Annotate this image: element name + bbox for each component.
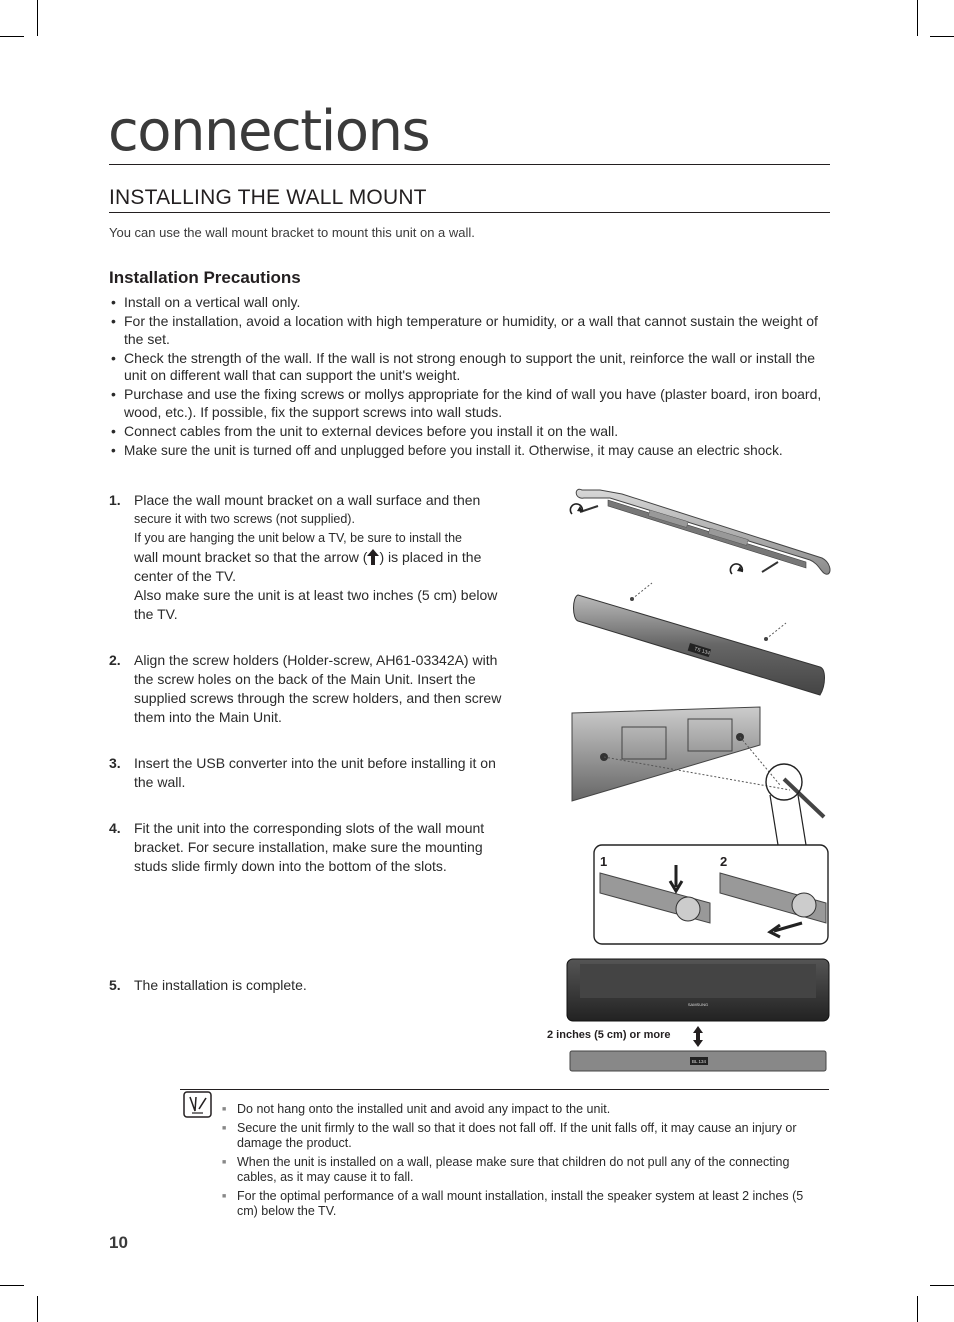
step-text: Also make sure the unit is at least two inches (5 cm) below the TV.: [134, 587, 498, 622]
crop-mark: [0, 36, 24, 37]
crop-mark: [0, 1285, 24, 1286]
tv-and-soundbar-illustration: [566, 958, 830, 1074]
step-4: [109, 819, 519, 876]
soundbar-front-illustration: [570, 575, 832, 700]
page-number: 10: [109, 1233, 128, 1252]
precaution-item: • Purchase and use the fixing screws or mollys appropriate for the kind of wall you have (plaster board, iron board, wood, etc.). If possible, fix the support screws into wall studs.: [109, 386, 834, 421]
precaution-item: • For the installation, avoid a location with high temperature or humidity, or a wall that cannot sustain the weight of the set.: [109, 313, 834, 348]
crop-mark: [917, 0, 918, 36]
step-5: [109, 976, 519, 995]
step-number: 2.: [109, 652, 121, 668]
step-text: Align the screw holders (Holder-screw, AH61-03342A) with the screw holes on the back of the Main Unit. Insert the supplied screws through the screw holders, and then screw them into the Main Unit.: [134, 652, 502, 725]
step-text: The installation is complete.: [134, 977, 307, 993]
note-icon: [183, 1091, 212, 1118]
crop-mark: [930, 36, 954, 37]
crop-mark: [37, 0, 38, 36]
step-text: secure it with two screws (not supplied).: [134, 512, 355, 526]
display-readout: TS 134: [693, 646, 711, 657]
note-item: ■ For the optimal performance of a wall mount installation, install the speaker system at least 2 inches (5 cm) below the TV.: [222, 1189, 822, 1220]
double-arrow-icon: [693, 1026, 703, 1047]
precaution-item: • Make sure the unit is turned off and unplugged before you install it. Otherwise, it may cause an electric shock.: [109, 442, 834, 460]
step-2: [109, 651, 519, 727]
step-3: [109, 754, 519, 792]
precaution-item: • Connect cables from the unit to external devices before you install it on the wall.: [109, 423, 834, 441]
note-item: ■ Secure the unit firmly to the wall so that it does not fall off. If the unit falls off, it may cause an injury or damage the product.: [222, 1121, 822, 1152]
step-text: [134, 548, 519, 586]
tv-brand-label: SAMSUNG: [687, 1002, 709, 1007]
step-number: 1.: [109, 492, 121, 508]
note-item: ■ When the unit is installed on a wall, please make sure that children do not pull any of the connecting cables, as it may cause it to fall.: [222, 1155, 822, 1186]
precautions-list: [109, 294, 834, 461]
display-readout: BL 134: [691, 1059, 707, 1064]
chapter-title: connections: [108, 99, 430, 164]
section-divider: [109, 212, 830, 213]
intro-text: You can use the wall mount bracket to mount this unit on a wall.: [109, 225, 475, 240]
chapter-divider: [109, 164, 830, 165]
wall-bracket-illustration: [560, 478, 840, 588]
detail-label-2: 2: [720, 854, 728, 869]
step-text-part: ) is placed in the center of the TV.: [134, 549, 482, 584]
step-text: If you are hanging the unit below a TV, be sure to install the: [134, 531, 462, 545]
step-text-part: wall mount bracket so that the arrow (: [134, 549, 368, 565]
step-number: 5.: [109, 977, 121, 993]
soundbar-back-illustration: [570, 705, 832, 950]
distance-label: 2 inches (5 cm) or more: [547, 1029, 671, 1041]
precaution-item: • Install on a vertical wall only.: [109, 294, 834, 312]
step-number: 4.: [109, 820, 121, 836]
notes-divider: [180, 1089, 829, 1090]
up-arrow-icon: [367, 549, 379, 565]
step-text: Insert the USB converter into the unit before installing it on the wall.: [134, 755, 496, 790]
detail-label-1: 1: [600, 854, 608, 869]
crop-mark: [917, 1296, 918, 1322]
section-title: INSTALLING THE WALL MOUNT: [109, 186, 427, 209]
precaution-item: • Check the strength of the wall. If the wall is not strong enough to support the unit, reinforce the wall or install the unit on different wall that can support the unit's weight.: [109, 350, 834, 385]
step-text: Fit the unit into the corresponding slots of the wall mount bracket. For secure installation, make sure the mounting studs slide firmly down into the bottom of the slots.: [134, 820, 485, 874]
crop-mark: [37, 1296, 38, 1322]
note-item: ■ Do not hang onto the installed unit and avoid any impact to the unit.: [222, 1102, 822, 1118]
step-number: 3.: [109, 755, 121, 771]
step-1: [109, 491, 519, 624]
step-text: Place the wall mount bracket on a wall surface and then: [134, 492, 481, 508]
notes-list: [222, 1102, 822, 1223]
precautions-heading: Installation Precautions: [109, 268, 301, 287]
crop-mark: [930, 1285, 954, 1286]
